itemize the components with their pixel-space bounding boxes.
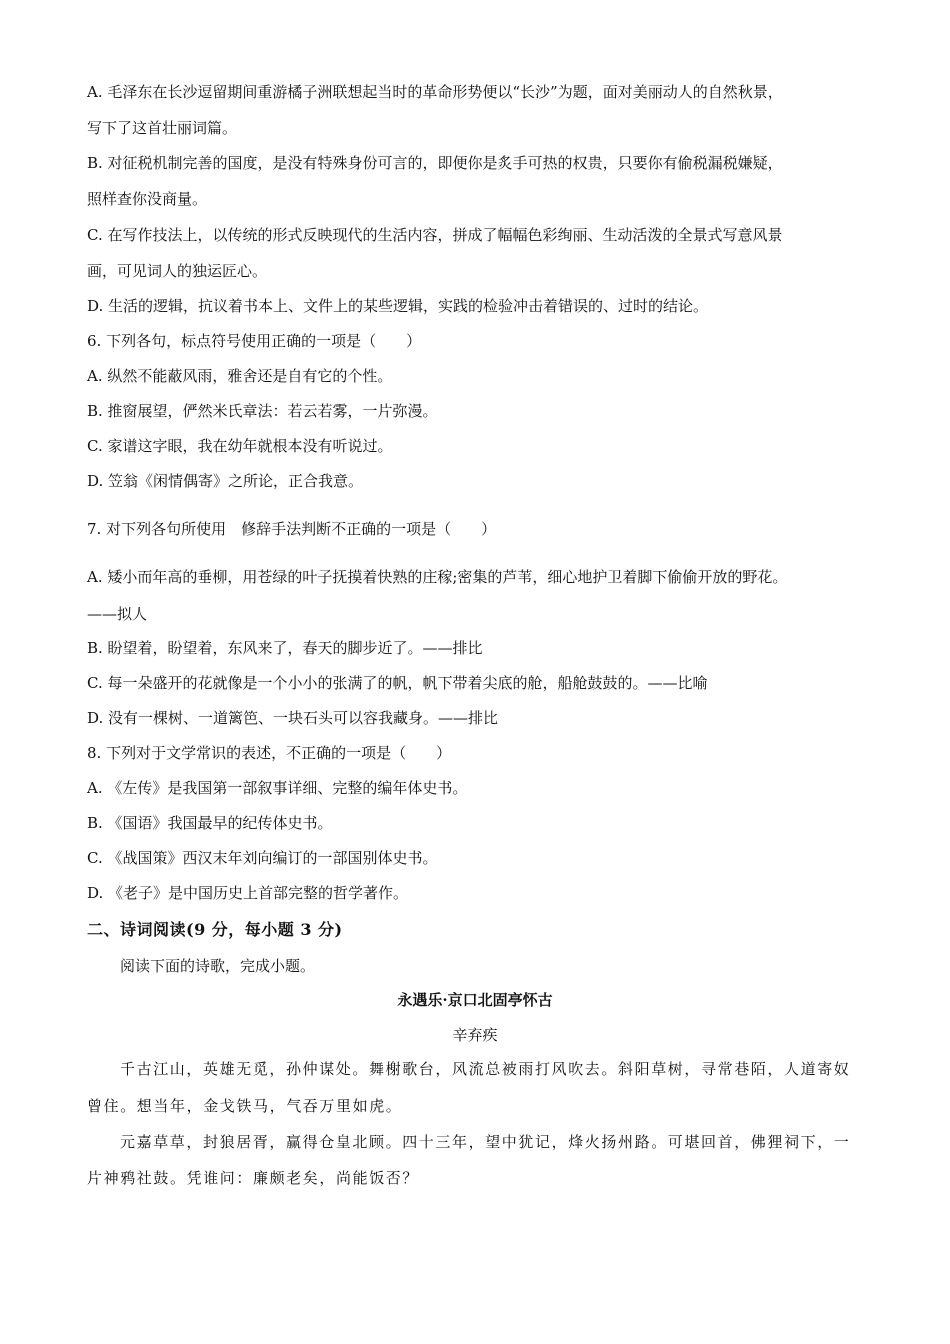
q6-option-a: A. 纵然不能蔽风雨，雅舍还是自有它的个性。 — [87, 367, 393, 385]
q6-option-c: C. 家谱这字眼，我在幼年就根本没有听说过。 — [87, 437, 393, 455]
poem-stanza1-line1: 千古江山，英雄无觅，孙仲谋处。舞榭歌台，风流总被雨打风吹去。斜阳草树，寻常巷陌，人道寄奴 — [120, 1060, 851, 1078]
q5-option-a-line1: A. 毛泽东在长沙逗留期间重游橘子洲联想起当时的革命形势便以“长沙”为题，面对美丽动人的自然秋景， — [87, 83, 783, 101]
q8-option-b: B. 《国语》我国最早的纪传体史书。 — [87, 814, 333, 832]
q5-option-b-line2: 照样查你没商量。 — [87, 190, 208, 208]
q5-option-d: D. 生活的逻辑，抗议着书本上、文件上的某些逻辑，实践的检验冲击着错误的、过时的结论。 — [87, 297, 709, 315]
q6-stem: 6. 下列各句，标点符号使用正确的一项是（ ） — [87, 332, 422, 350]
q5-option-a-line2: 写下了这首壮丽词篇。 — [87, 119, 238, 137]
q8-option-c: C. 《战国策》西汉末年刘向编订的一部国别体史书。 — [87, 849, 438, 867]
q7-option-d: D. 没有一棵树、一道篱笆、一块石头可以容我藏身。——排比 — [87, 709, 499, 727]
q5-option-c-line2: 画，可见词人的独运匠心。 — [87, 262, 268, 280]
q7-option-b: B. 盼望着，盼望着，东风来了，春天的脚步近了。——排比 — [87, 639, 483, 657]
q7-option-a-line1: A. 矮小而年高的垂柳，用苍绿的叶子抚摸着快熟的庄稼;密集的芦苇，细心地护卫着脚下偷偷开放的野花。 — [87, 568, 788, 586]
poem-title: 永遇乐·京口北固亭怀古 — [397, 991, 553, 1009]
q7-option-c: C. 每一朵盛开的花就像是一个小小的张满了的帆，帆下带着尖底的舱，船舱鼓鼓的。——比喻 — [87, 674, 708, 692]
q8-option-d: D. 《老子》是中国历史上首部完整的哲学著作。 — [87, 884, 409, 902]
q7-option-a-line2: ——拟人 — [87, 605, 148, 623]
section-intro: 阅读下面的诗歌，完成小题。 — [120, 957, 316, 975]
q5-option-c-line1: C. 在写作技法上，以传统的形式反映现代的生活内容，拼成了幅幅色彩绚丽、生动活泼的全景式写意风景 — [87, 226, 783, 244]
section-heading: 二、诗词阅读(9 分，每小题 3 分) — [87, 920, 343, 939]
poem-stanza2-line2: 片神鸦社鼓。凭谁问：廉颇老矣，尚能饭否？ — [87, 1169, 420, 1187]
poem-stanza1-line2: 曾住。想当年，金戈铁马，气吞万里如虎。 — [87, 1097, 403, 1115]
q6-option-b: B. 推窗展望，俨然米氏章法：若云若雾，一片弥漫。 — [87, 402, 438, 420]
q5-option-b-line1: B. 对征税机制完善的国度，是没有特殊身份可言的，即便你是炙手可热的权贵，只要你有偷税漏税嫌疑， — [87, 154, 783, 172]
q7-stem: 7. 对下列各句所使用 修辞手法判断不正确的一项是（ ） — [87, 520, 497, 538]
q6-option-d: D. 笠翁《闲情偶寄》之所论，正合我意。 — [87, 472, 364, 490]
poem-stanza2-line1: 元嘉草草，封狼居胥，赢得仓皇北顾。四十三年，望中犹记，烽火扬州路。可堪回首，佛狸祠下，一 — [120, 1133, 851, 1151]
poem-author: 辛弃疾 — [452, 1026, 498, 1044]
q8-option-a: A. 《左传》是我国第一部叙事详细、完整的编年体史书。 — [87, 779, 468, 797]
q8-stem: 8. 下列对于文学常识的表述，不正确的一项是（ ） — [87, 744, 452, 762]
